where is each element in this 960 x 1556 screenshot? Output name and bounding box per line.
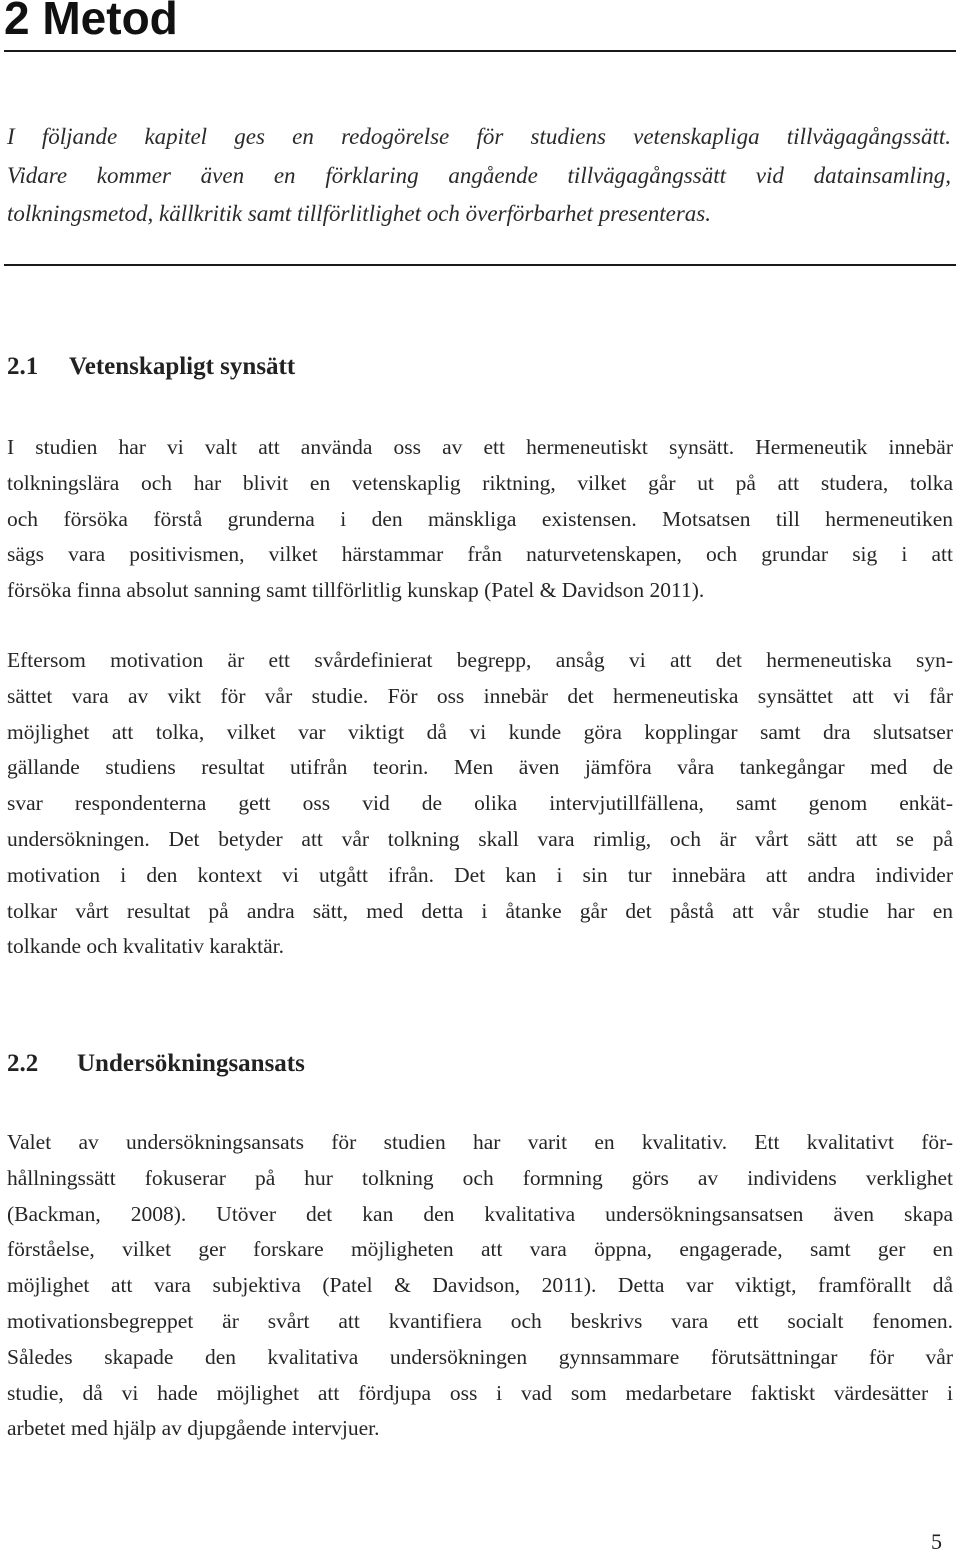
paragraph-line: möjlighet att vara subjektiva (Patel & Davidson, 2011). Detta var viktigt, framförallt då: [7, 1273, 953, 1298]
section-heading-undersokningsansats: [7, 1047, 305, 1081]
section-number: 2.2: [7, 1050, 39, 1077]
chapter-title: 2 Metod: [4, 0, 178, 44]
section-heading-vetenskapligt-synsatt: [7, 350, 295, 384]
page-number: 5: [931, 1529, 942, 1554]
paragraph: [7, 1125, 953, 1447]
heading-divider: [4, 50, 956, 52]
paragraph-line: Valet av undersökningsansats för studien har varit en kvalitativ. Ett kvalitativt för-: [7, 1130, 953, 1154]
chapter-abstract: [7, 118, 951, 234]
paragraph-line: motivationsbegreppet är svårt att kvantifiera och beskrivs vara ett socialt fenomen.: [7, 1308, 953, 1333]
paragraph: [7, 643, 953, 965]
paragraph-line: tolkande och kvalitativ karaktär.: [7, 934, 285, 959]
paragraph-line: försöka finna absolut sanning samt tillförlitlig kunskap (Patel & Davidson 2011).: [7, 578, 705, 603]
paragraph-line: sättet vara av vikt för vår studie. För oss innebär det hermeneutiska synsättet att vi får: [7, 683, 953, 708]
paragraph-line: undersökningen. Det betyder att vår tolkning skall vara rimlig, och är vårt sätt att se på: [7, 826, 953, 851]
abstract-line: Vidare kommer även en förklaring angående tillvägagångssätt vid datainsamling,: [7, 162, 951, 188]
paragraph-line: Eftersom motivation är ett svårdefinierat begrepp, ansåg vi att det hermeneutiska syn-: [7, 648, 953, 672]
section-number: 2.1: [7, 353, 39, 380]
paragraph-line: svar respondenterna gett oss vid de olika intervjutillfällena, samt genom enkät-: [7, 791, 953, 816]
paragraph-line: studie, då vi hade möjlighet att fördjupa oss i vad som medarbetare faktiskt värdesätter i: [7, 1380, 953, 1405]
abstract-line: I följande kapitel ges en redogörelse för studiens vetenskapliga tillvägagångssätt.: [7, 124, 951, 149]
paragraph-line: förståelse, vilket ger forskare möjligheten att vara öppna, engagerade, samt ger en: [7, 1237, 953, 1262]
paragraph-line: (Backman, 2008). Utöver det kan den kvalitativa undersökningsansatsen även skapa: [7, 1201, 953, 1226]
paragraph-line: gällande studiens resultat utifrån teorin. Men även jämföra våra tankegångar med de: [7, 755, 953, 780]
paragraph-line: hållningssätt fokuserar på hur tolkning och formning görs av individens verklighet: [7, 1165, 953, 1190]
section-title-text: Vetenskapligt synsätt: [69, 353, 296, 380]
paragraph-line: motivation i den kontext vi utgått ifrån. Det kan i sin tur innebära att andra individer: [7, 862, 953, 887]
paragraph-line: sägs vara positivismen, vilket härstammar från naturvetenskapen, och grundar sig i att: [7, 542, 953, 567]
paragraph-line: arbetet med hjälp av djupgående intervjuer.: [7, 1416, 380, 1441]
paragraph: [7, 430, 953, 609]
section-title-text: Undersökningsansats: [77, 1050, 305, 1077]
abstract-line: tolkningsmetod, källkritik samt tillförlitlighet och överförbarhet presenteras.: [7, 201, 711, 226]
paragraph-line: möjlighet att tolka, vilket var viktigt då vi kunde göra kopplingar samt dra slutsatser: [7, 719, 953, 744]
paragraph-line: Således skapade den kvalitativa undersökningen gynnsammare förutsättningar för vår: [7, 1344, 953, 1369]
paragraph-line: tolkningslära och har blivit en vetenskaplig riktning, vilket går ut på att studera, tolka: [7, 470, 953, 495]
paragraph-line: och försöka förstå grunderna i den mänskliga existensen. Motsatsen till hermeneutiken: [7, 506, 953, 531]
paragraph-line: I studien har vi valt att använda oss av ett hermeneutiskt synsätt. Hermeneutik innebär: [7, 435, 953, 459]
paragraph-line: tolkar vårt resultat på andra sätt, med detta i åtanke går det påstå att vår studie har en: [7, 898, 953, 923]
abstract-divider: [4, 264, 956, 266]
